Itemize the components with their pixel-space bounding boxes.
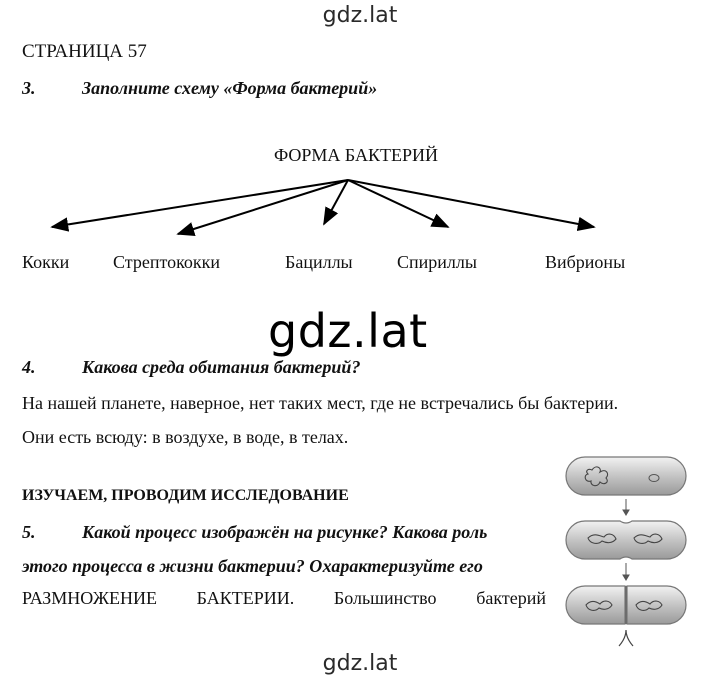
section-heading: ИЗУЧАЕМ, ПРОВОДИМ ИССЛЕДОВАНИЕ [22,487,349,504]
watermark-bottom: gdz.lat [322,651,398,676]
q5-answer-word-4: бактерий [476,588,546,608]
cell-stage-1-icon [566,457,686,495]
leaf-batsilly: Бациллы [285,252,353,272]
arrow-to-spirilly [348,180,448,227]
q5-text-line1: Какой процесс изображён на рисунке? Какова роль [82,522,488,542]
q4-answer-line1: На нашей планете, наверное, нет таких мест, где не встречались бы бактерии. [22,393,619,413]
cell-stage-3-icon [566,586,686,624]
q4-number: 4. [22,357,36,377]
cell-stage-2-icon [566,521,686,559]
bacterial-fission-illustration [556,452,696,648]
leaf-vibriony: Вибрионы [545,252,626,272]
q5-number: 5. [22,522,36,542]
arrow-to-vibriony [348,180,594,227]
watermark-top: gdz.lat [322,3,398,28]
leaf-kokki: Кокки [22,252,70,272]
q5-answer-line [22,588,546,609]
stage-arrow-2-icon [623,563,629,580]
page-label: СТРАНИЦА 57 [22,41,147,62]
arrow-to-kokki [52,180,348,227]
leaf-spirilly: Спириллы [397,252,477,272]
q3-text: Заполните схему «Форма бактерий» [82,78,378,98]
q5-answer-word-2: БАКТЕРИИ. [196,588,295,608]
q3-number: 3. [22,78,36,98]
fork-mark-icon [619,630,633,646]
q5-text-line2: этого процесса в жизни бактерии? Охарактеризуйте его [22,556,483,576]
watermark-middle: gdz.lat [268,304,428,358]
q4-text: Какова среда обитания бактерий? [82,357,361,377]
leaf-streptokokki: Стрептококки [113,252,221,272]
stage-arrow-1-icon [623,499,629,515]
q5-answer-word-1: РАЗМНОЖЕНИЕ [22,588,157,608]
q5-answer-word-3: Большинство [333,588,437,608]
arrow-to-streptokokki [178,180,348,234]
q4-answer-line2: Они есть всюду: в воздухе, в воде, в телах. [22,427,349,447]
diagram-title: ФОРМА БАКТЕРИЙ [273,145,439,165]
